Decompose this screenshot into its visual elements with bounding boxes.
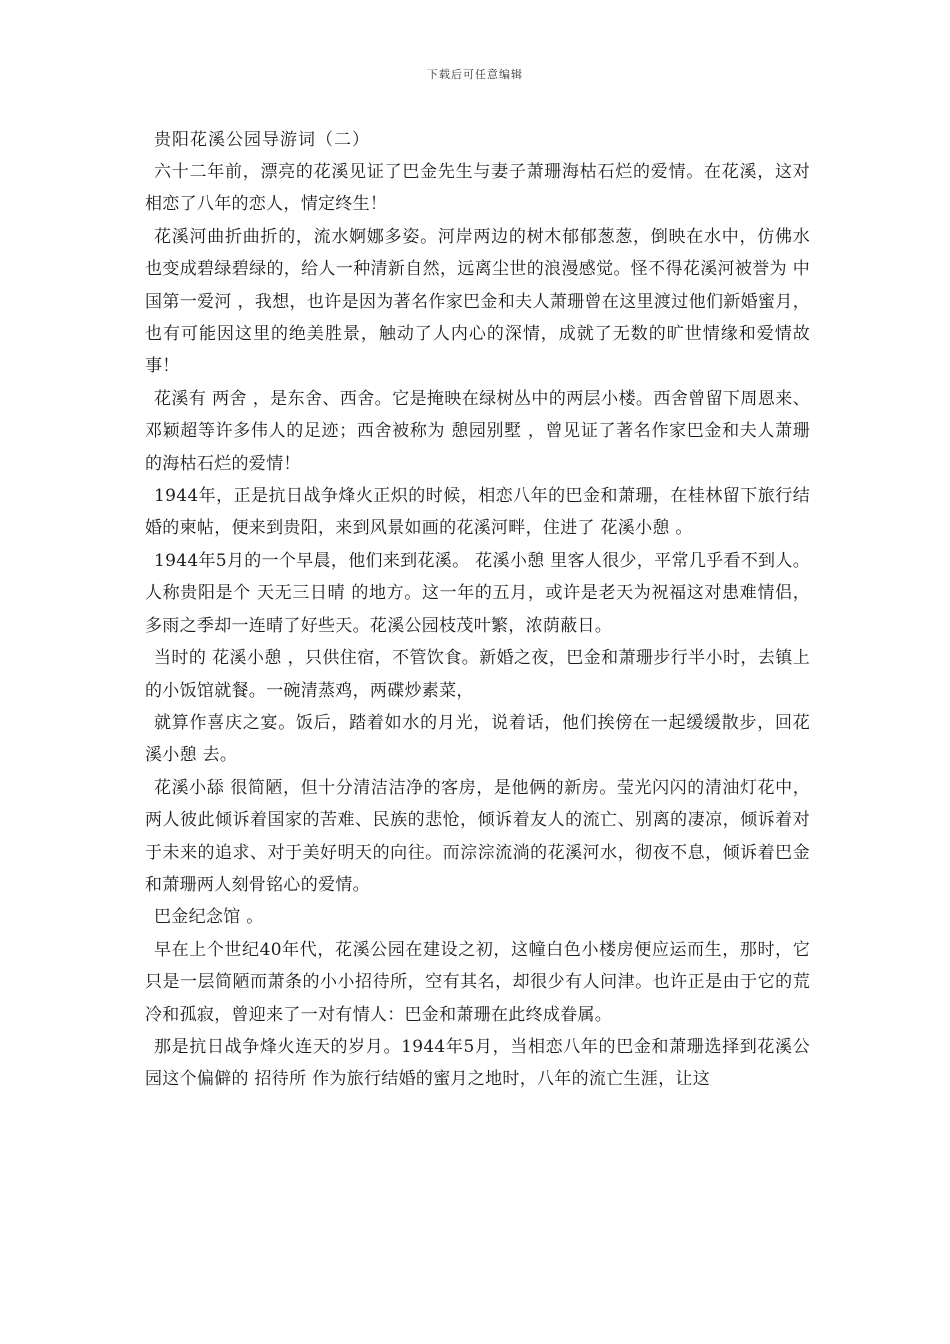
paragraph: 那是抗日战争烽火连天的岁月。1944年5月，当相恋八年的巴金和萧珊选择到花溪公园这个偏僻的 招待所 作为旅行结婚的蜜月之地时，八年的流亡生涯，让这 xyxy=(145,1036,810,1090)
paragraph: 花溪有 两舍 ，是东舍、西舍。它是掩映在绿树丛中的两层小楼。西舍曾留下周恩来、邓颖超等许多伟人的足迹；西舍被称为 憩园别墅 ，曾见证了著名作家巴金和夫人萧珊的海枯石烂的爱情！ xyxy=(145,388,810,474)
paragraph: 六十二年前，漂亮的花溪见证了巴金先生与妻子萧珊海枯石烂的爱情。在花溪，这对相恋了八年的恋人，情定终生！ xyxy=(145,162,810,215)
document-title: 贵阳花溪公园导游词（二） xyxy=(154,130,370,150)
paragraph: 1944年5月的一个早晨，他们来到花溪。 花溪小憩 里客人很少，平常几乎看不到人。人称贵阳是个 天无三日晴 的地方。这一年的五月，或许是老天为祝福这对患难情侣，多雨之季却一连晴了好些天。花溪公园枝茂叶繁，浓荫蔽日。 xyxy=(145,550,810,636)
paragraph: 早在上个世纪40年代，花溪公园在建设之初，这幢白色小楼房便应运而生，那时，它只是一层简陋而萧条的小小招待所，空有其名，却很少有人问津。也许正是由于它的荒冷和孤寂，曾迎来了一对有情人：巴金和萧珊在此终成眷属。 xyxy=(145,939,810,1025)
header-note: 下载后可任意编辑 xyxy=(427,68,523,81)
paragraph: 1944年，正是抗日战争烽火正炽的时候，相恋八年的巴金和萧珊，在桂林留下旅行结婚的柬帖，便来到贵阳，来到风景如画的花溪河畔，住进了 花溪小憩 。 xyxy=(145,486,810,539)
paragraph: 花溪河曲折曲折的，流水婀娜多姿。河岸两边的树木郁郁葱葱，倒映在水中，仿佛水也变成碧绿碧绿的，给人一种清新自然，远离尘世的浪漫感觉。怪不得花溪河被誉为 中国第一爱河 ，我想，也许是因为著名作家巴金和夫人萧珊曾在这里渡过他们新婚蜜月，也有可能因这里的绝美胜景，触动了人内心的深情，成就了无数的旷世情缘和爱情故事！ xyxy=(145,226,810,377)
paragraph: 当时的 花溪小憩 ，只供住宿，不管饮食。新婚之夜，巴金和萧珊步行半小时，去镇上的小饭馆就餐。一碗清蒸鸡，两碟炒素菜， xyxy=(145,648,810,701)
paragraph: 花溪小舔 很简陋，但十分清洁洁净的客房，是他俩的新房。莹光闪闪的清油灯花中，两人彼此倾诉着国家的苦难、民族的悲怆，倾诉着友人的流亡、别离的凄凉，倾诉着对于未来的追求、对于美好明天的向往。而淙淙流淌的花溪河水，彻夜不息，倾诉着巴金和萧珊两人刻骨铭心的爱情。 xyxy=(145,777,810,895)
section-heading-paragraph: 巴金纪念馆 。 xyxy=(154,907,264,928)
paragraph: 就算作喜庆之宴。饭后，踏着如水的月光，说着话，他们挨傍在一起缓缓散步，回花溪小憩 去。 xyxy=(145,712,810,766)
document-body xyxy=(145,126,810,1096)
page-header xyxy=(0,66,950,82)
